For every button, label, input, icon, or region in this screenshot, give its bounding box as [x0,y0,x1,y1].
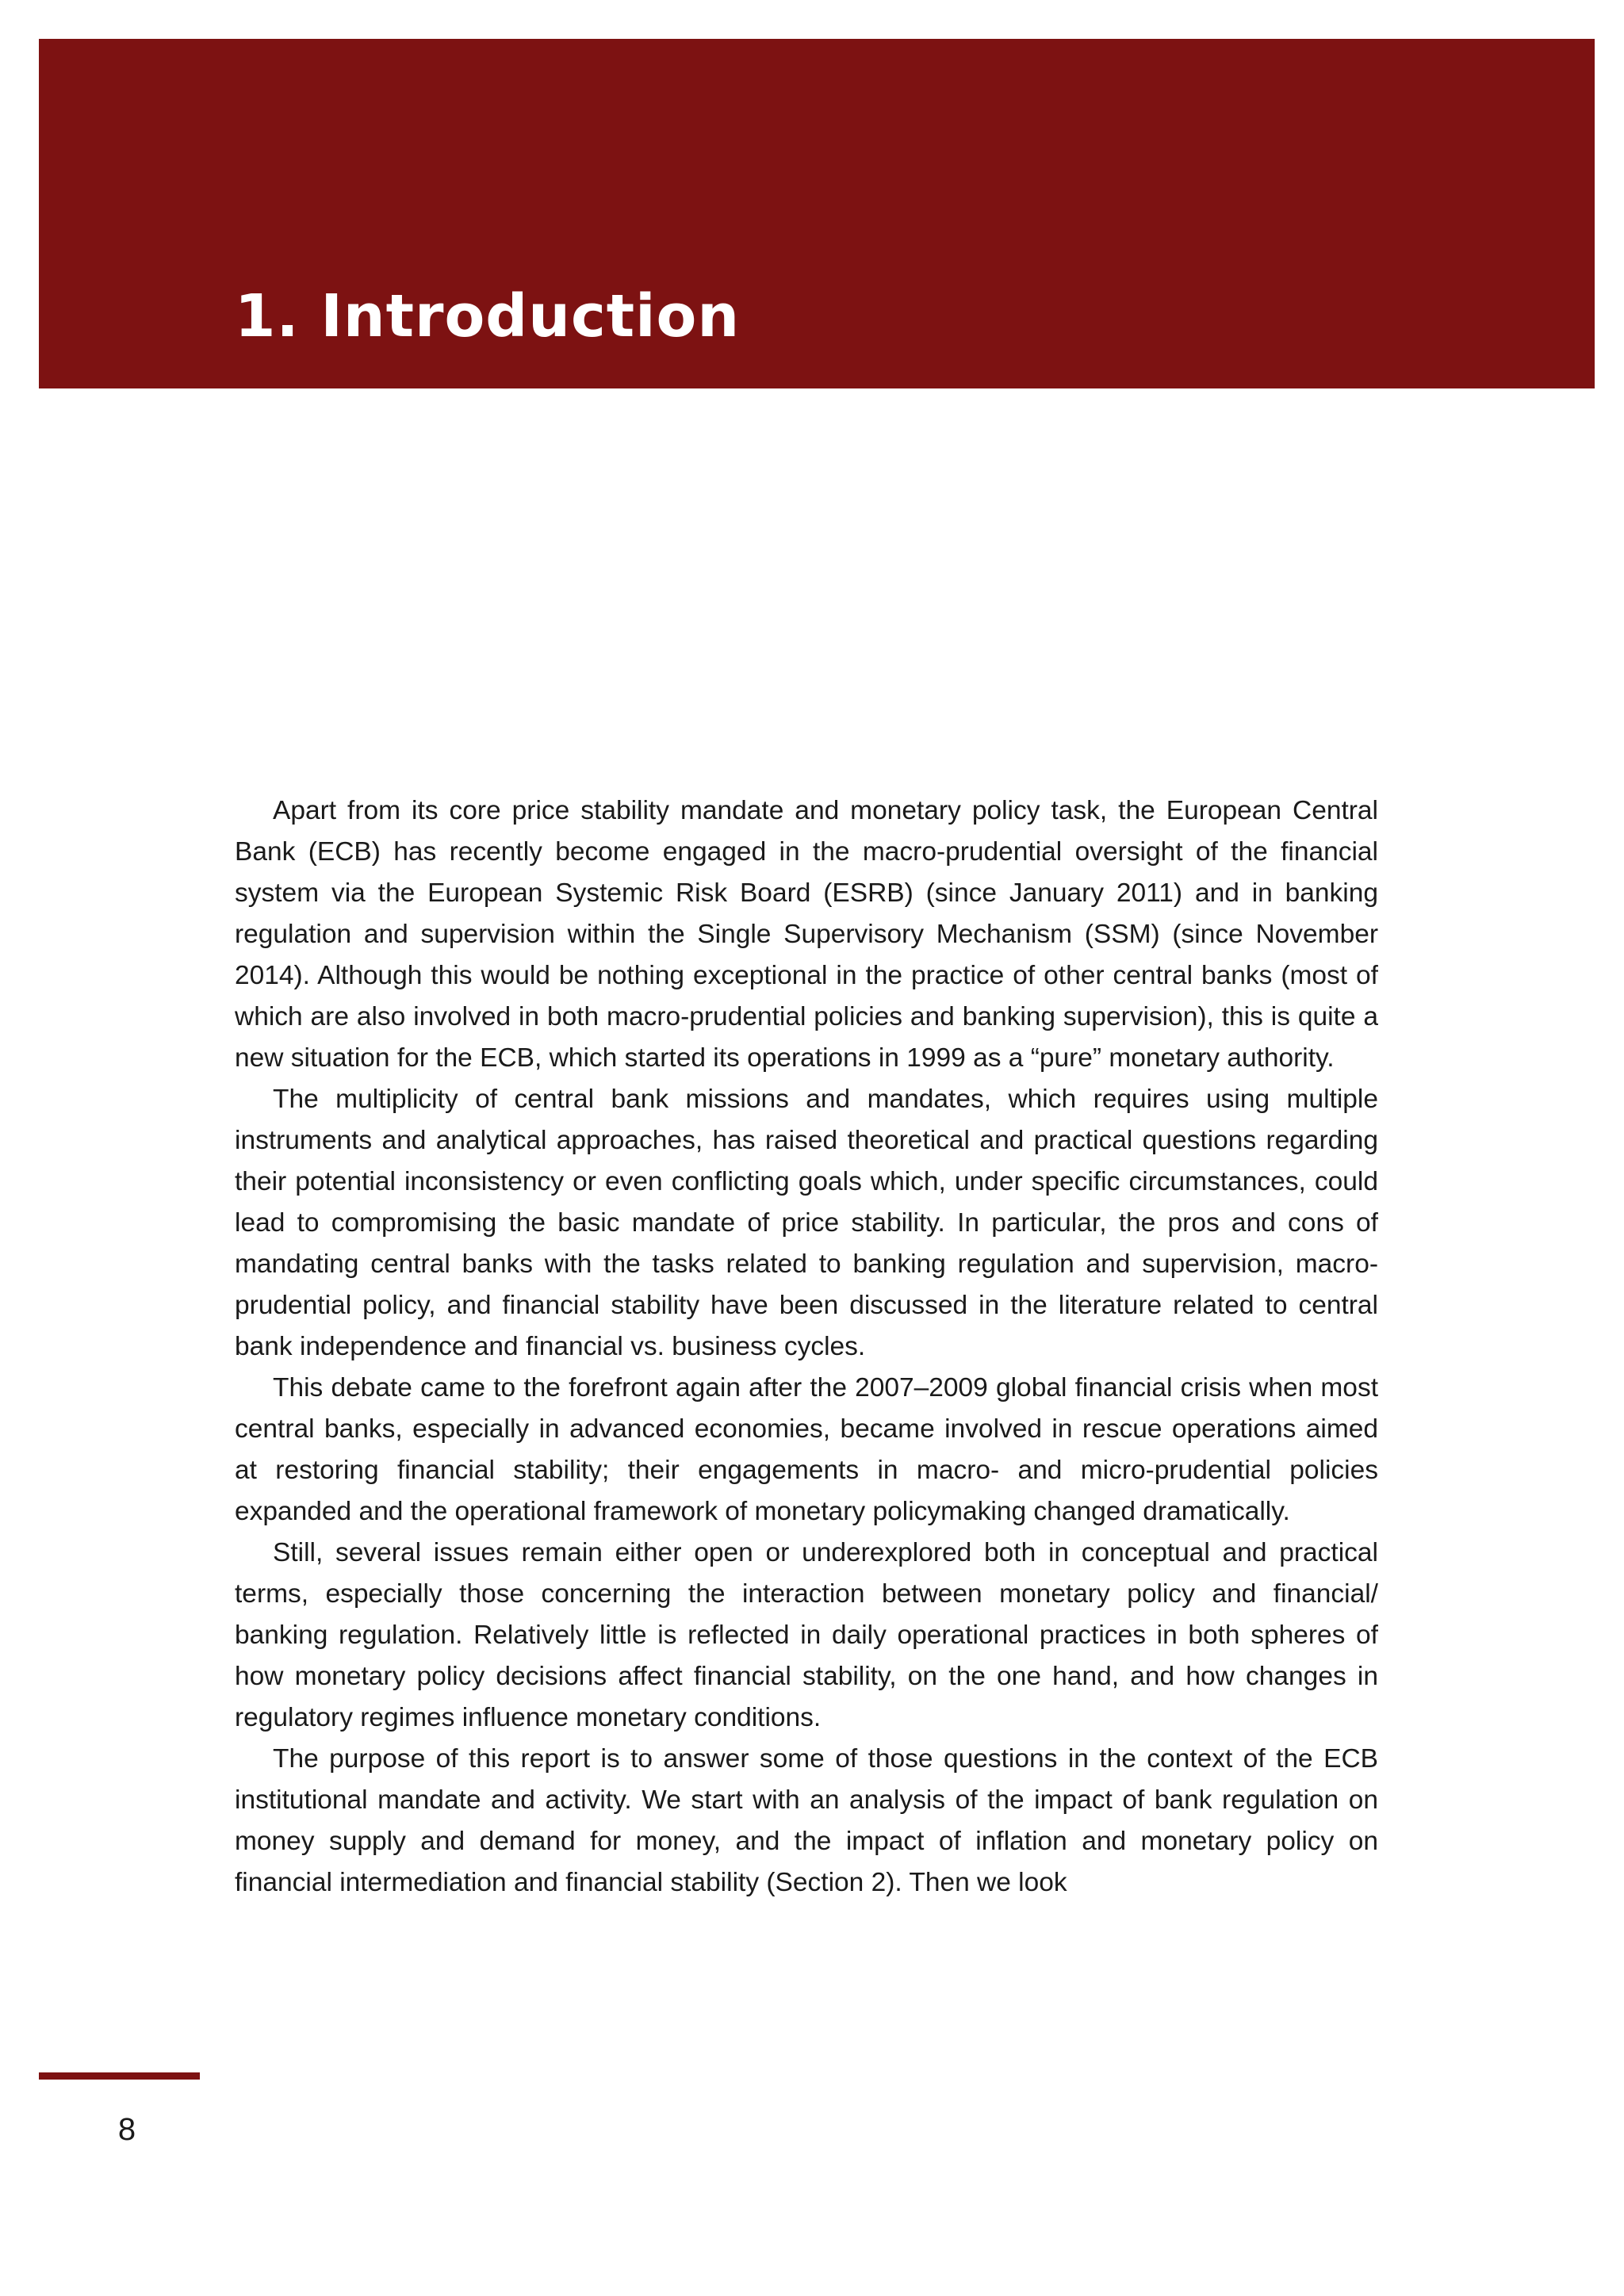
paragraph-1: Apart from its core price stability mandate and monetary policy task, the European Central Bank (ECB) has recently become engaged in the macro-prudential oversight of the financial system via the European Systemic Risk Board (ESRB) (since January 2011) and in banking regulation and supervision within the Single Supervisory Mechanism (SSM) (since November 2014). Although this would be nothing exceptional in the practice of other central banks (most of which are also involved in both macro-prudential policies and banking supervision), this is quite a new situation for the ECB, which started its operations in 1999 as a “pure” monetary authority. [235,796,1378,1073]
body-text [235,790,1378,1904]
page-number: 8 [117,2112,136,2147]
paragraph-4: Still, several issues remain either open or underexplored both in conceptual and practical terms, especially those concerning the interaction between monetary policy and financial/ banking regulation. Relatively little is reflected in daily operational practices in both spheres of how monetary policy decisions affect financial stability, on the one hand, and how changes in regulatory regimes influence monetary conditions. [235,1538,1378,1732]
paragraph-3: This debate came to the forefront again after the 2007–2009 global financial crisis when most central banks, especially in advanced economies, became involved in rescue operations aimed at restoring financial stability; their engagements in macro- and micro-prudential policies expanded and the operational framework of monetary policymaking changed dramatically. [235,1373,1378,1526]
chapter-title: 1. Introduction [235,282,741,350]
paragraph-2: The multiplicity of central bank missions and mandates, which requires using multiple instruments and analytical approaches, has raised theoretical and practical questions regarding their potential inconsistency or even conflicting goals which, under specific circumstances, could lead to compromising the basic mandate of price stability. In particular, the pros and cons of mandating central banks with the tasks related to banking regulation and supervision, macro-prudential policy, and financial stability have been discussed in the literature related to central bank independence and financial vs. business cycles. [235,1085,1378,1361]
footer-rule [39,2072,200,2080]
paragraph-5: The purpose of this report is to answer some of those questions in the context of the ECB institutional mandate and activity. We start with an analysis of the impact of bank regulation on money supply and demand for money, and the impact of inflation and monetary policy on financial intermediation and financial stability (Section 2). Then we look [235,1744,1378,1897]
